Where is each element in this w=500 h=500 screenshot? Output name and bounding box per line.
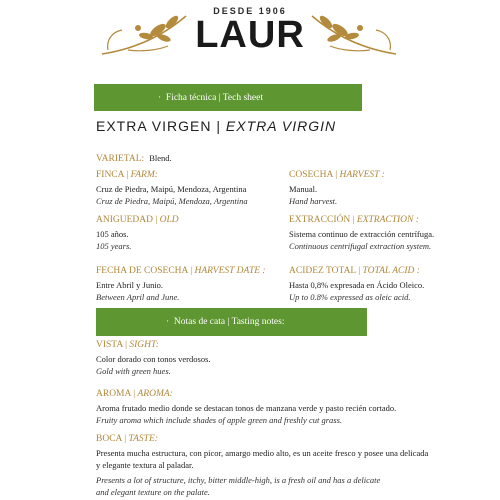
- taste-value-es-2: y elegante textura al paladar.: [96, 460, 194, 470]
- varietal-row: [96, 146, 172, 165]
- harvest-date-label: FECHA DE COSECHA | HARVEST DATE :: [96, 266, 266, 276]
- product-title: [96, 118, 336, 134]
- sight-label: VISTA | SIGHT:: [96, 340, 159, 350]
- varietal-label: VARIETAL:: [96, 154, 145, 164]
- harvest-value-es: Manual.: [289, 184, 318, 194]
- title-separator: |: [216, 118, 221, 134]
- product-name-en: EXTRA VIRGIN: [225, 118, 337, 134]
- varietal-value: Blend.: [149, 153, 172, 163]
- harvest-label-en: HARVEST :: [339, 170, 385, 180]
- acidity-label-es: ACIDEZ TOTAL: [289, 266, 356, 276]
- aroma-label: AROMA | AROMA:: [96, 389, 173, 399]
- acidity-label-en: TOTAL ACID :: [362, 266, 420, 276]
- product-name-es: EXTRA VIRGEN: [96, 118, 212, 134]
- age-label-es: ANIGUEDAD: [96, 215, 153, 225]
- taste-label: BOCA | TASTE:: [96, 434, 158, 444]
- extraction-value-en: Continuous centrifugal extraction system.: [289, 241, 432, 251]
- age-label: ANIGUEDAD | OLD: [96, 215, 179, 225]
- extraction-label-es: EXTRACCIÓN: [289, 215, 351, 225]
- age-label-en: OLD: [159, 215, 179, 225]
- harvest-date-label-es: FECHA DE COSECHA: [96, 266, 188, 276]
- harvest-date-value-en: Between April and June.: [96, 292, 180, 302]
- aroma-value-es: Aroma frutado medio donde se destacan tonos de manzana verde y pasto recién cortado.: [96, 403, 397, 413]
- taste-label-en: TASTE:: [128, 434, 158, 444]
- tasting-notes-bar-text: · Notas de cata | Tasting notes:: [166, 317, 285, 327]
- brand-logo-text: LAUR: [195, 14, 305, 56]
- acidity-value-es: Hasta 0,8% expresada en Ácido Oleico.: [289, 280, 425, 290]
- taste-value-en-1: Presents a lot of structure, itchy, bitter middle-high, is a fresh oil and has a delicate: [96, 475, 381, 485]
- acidity-label: ACIDEZ TOTAL | TOTAL ACID :: [289, 266, 420, 276]
- taste-label-es: BOCA: [96, 434, 122, 444]
- sight-value-en: Gold with green hues.: [96, 366, 171, 376]
- age-value-en: 105 years.: [96, 241, 132, 251]
- harvest-date-label-en: HARVEST DATE :: [194, 266, 266, 276]
- age-value-es: 105 años.: [96, 229, 129, 239]
- olive-branch-left-icon: [98, 10, 193, 58]
- tasting-notes-bar: [96, 308, 367, 336]
- sight-label-es: VISTA: [96, 340, 123, 350]
- farm-label-es: FINCA: [96, 170, 124, 180]
- farm-value-es: Cruz de Piedra, Maipú, Mendoza, Argentina: [96, 184, 247, 194]
- farm-label-en: FARM:: [130, 170, 158, 180]
- harvest-value-en: Hand harvest.: [289, 196, 338, 206]
- farm-value-en: Cruz de Piedra, Maipú, Mendoza, Argentina: [96, 196, 248, 206]
- olive-branch-right-icon: [305, 10, 400, 58]
- sight-value-es: Color dorado con tonos verdosos.: [96, 354, 211, 364]
- extraction-label: EXTRACCIÓN | EXTRACTION :: [289, 215, 419, 225]
- extraction-value-es: Sistema continuo de extracción centrífuga.: [289, 229, 435, 239]
- farm-label: FINCA | FARM:: [96, 170, 158, 180]
- tech-sheet-bar: [94, 84, 362, 111]
- taste-value-es-1: Presenta mucha estructura, con picor, amargo medio alto, es un aceite fresco y posee una delicada: [96, 448, 429, 458]
- harvest-label: COSECHA | HARVEST :: [289, 170, 385, 180]
- aroma-value-en: Fruity aroma which include shades of apple green and freshly cut grass.: [96, 415, 342, 425]
- harvest-label-es: COSECHA: [289, 170, 333, 180]
- aroma-label-es: AROMA: [96, 389, 131, 399]
- extraction-label-en: EXTRACTION :: [356, 215, 419, 225]
- harvest-date-value-es: Entre Abril y Junio.: [96, 280, 164, 290]
- sight-label-en: SIGHT:: [129, 340, 159, 350]
- brand-since: DESDE 1906: [213, 6, 287, 16]
- aroma-label-en: AROMA:: [137, 389, 173, 399]
- tech-sheet-bar-text: · Ficha técnica | Tech sheet: [158, 92, 263, 103]
- acidity-value-en: Up to 0.8% expressed as oleic acid.: [289, 292, 411, 302]
- taste-value-en-2: and elegant texture on the palate.: [96, 487, 210, 497]
